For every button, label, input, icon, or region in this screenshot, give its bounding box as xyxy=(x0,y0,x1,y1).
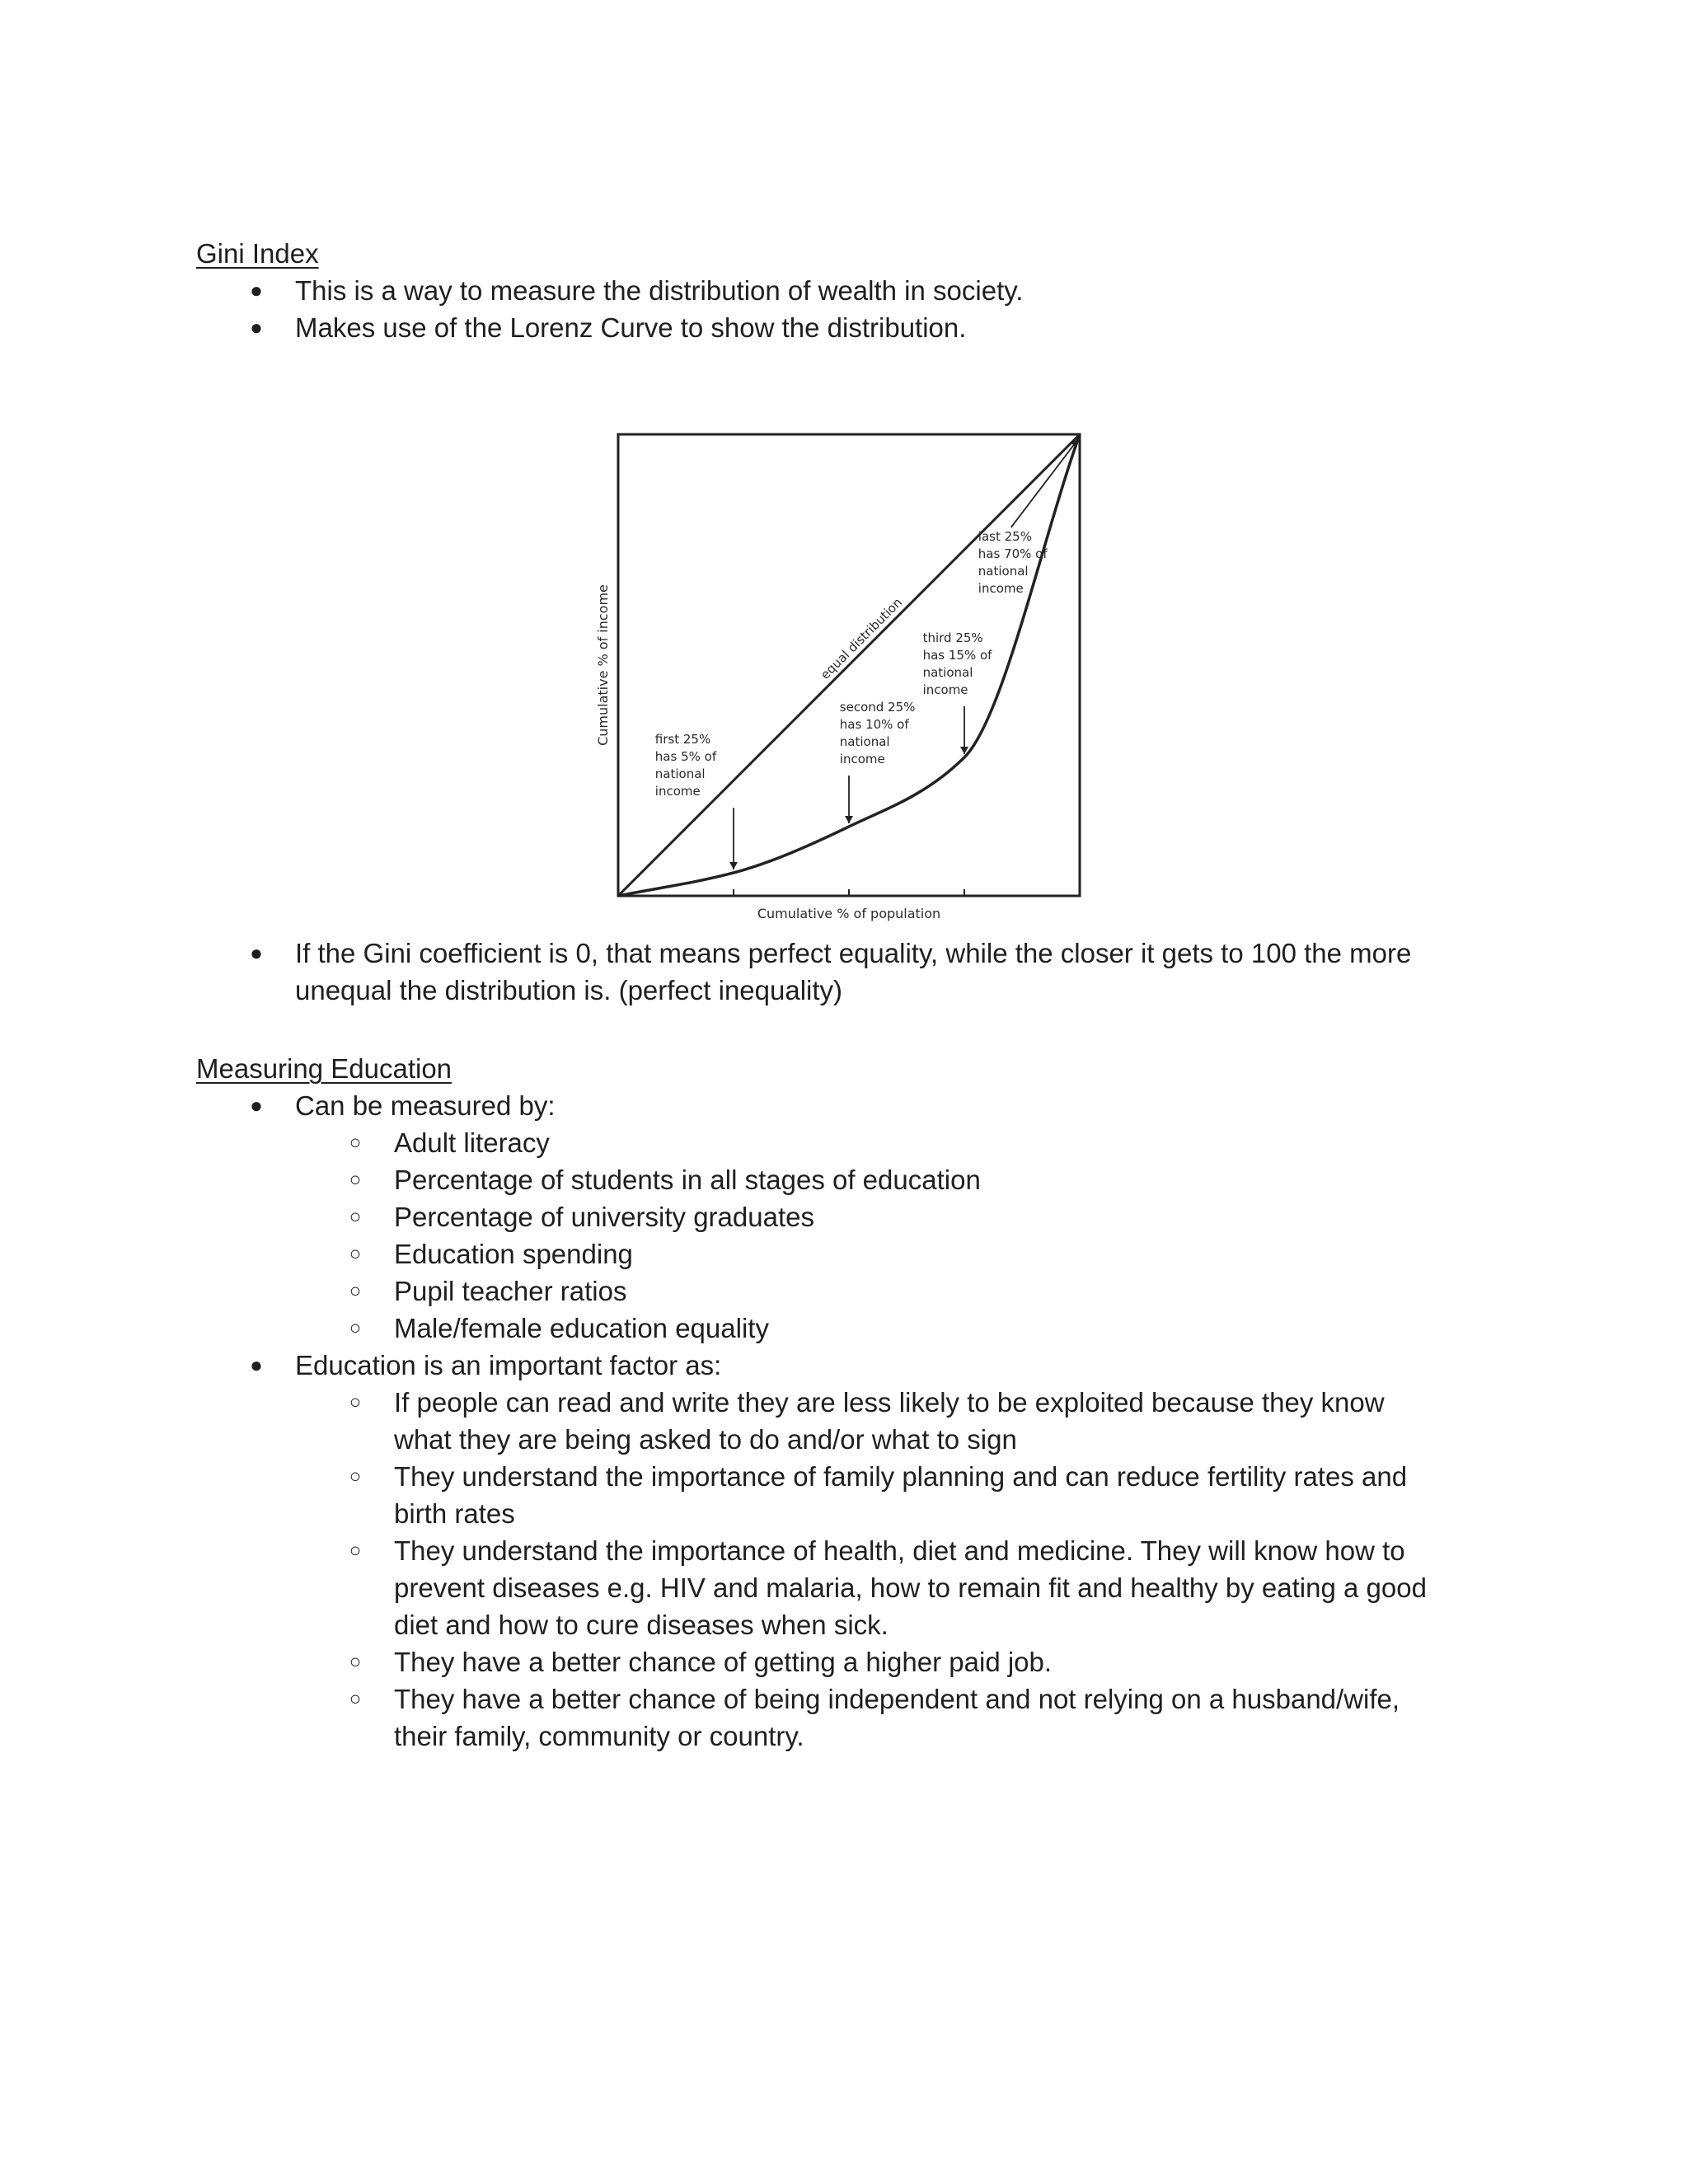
factor-line: They understand the importance of family planning and can reduce fertility rates and xyxy=(394,1461,1408,1492)
annotation-arrow xyxy=(1011,439,1078,527)
annotation-text: last 25% xyxy=(978,528,1032,544)
measured-intro: Can be measured by: xyxy=(295,1090,556,1121)
factor-line: diet and how to cure diseases when sick. xyxy=(394,1610,889,1640)
annotation-text: income xyxy=(654,784,701,799)
annotation-2 xyxy=(840,700,916,823)
annotation-text: national xyxy=(654,766,706,782)
annotation-text: has 5% of xyxy=(654,749,717,765)
factor-line: what they are being asked to do and/or what to sign xyxy=(394,1424,1017,1455)
sub-bullet-icon: ○ xyxy=(349,1317,362,1339)
gini-bullet-2: Makes use of the Lorenz Curve to show the distribution. xyxy=(295,312,967,343)
factor-line: They have a better chance of getting a higher paid job. xyxy=(394,1647,1053,1677)
sub-bullet-icon: ○ xyxy=(349,1132,362,1154)
gini-coefficient-line-2: unequal the distribution is. (perfect inequality) xyxy=(295,975,843,1005)
factor-line: prevent diseases e.g. HIV and malaria, how to remain fit and healthy by eating a good xyxy=(394,1572,1427,1603)
sub-bullet-icon: ○ xyxy=(349,1243,362,1265)
measure-item: Education spending xyxy=(394,1239,633,1269)
factor-line: their family, community or country. xyxy=(394,1721,804,1751)
factor-intro: Education is an important factor as: xyxy=(295,1350,722,1380)
annotation-text: first 25% xyxy=(654,732,711,748)
arrowhead-icon xyxy=(729,862,738,869)
measure-item: Percentage of students in all stages of education xyxy=(394,1165,981,1195)
factor-line: They have a better chance of being independent and not relying on a husband/wife, xyxy=(394,1684,1400,1714)
x-axis-label: Cumulative % of population xyxy=(757,906,941,921)
annotation-4 xyxy=(978,439,1078,596)
measure-item: Percentage of university graduates xyxy=(394,1202,814,1232)
factor-line: birth rates xyxy=(394,1498,515,1529)
sub-bullet-icon: ○ xyxy=(349,1391,362,1413)
gini-bullet-1: This is a way to measure the distribution of wealth in society. xyxy=(295,275,1024,306)
lorenz-curve-chart xyxy=(581,412,1109,923)
annotation-text: national xyxy=(922,665,973,680)
measure-item: Male/female education equality xyxy=(394,1313,769,1343)
sub-bullet-icon: ○ xyxy=(349,1540,362,1562)
gini-heading: Gini Index xyxy=(196,238,319,269)
annotation-text: national xyxy=(839,734,890,749)
annotation-text: has 15% of xyxy=(922,648,992,663)
factor-line: They understand the importance of health, diet and medicine. They will know how to xyxy=(394,1535,1405,1566)
annotation-text: third 25% xyxy=(922,630,983,645)
sub-bullet-icon: ○ xyxy=(349,1206,362,1228)
sub-bullet-icon: ○ xyxy=(349,1465,362,1488)
equal-distribution-label: equal distribution xyxy=(818,594,906,682)
bullet-icon: ● xyxy=(250,278,263,302)
sub-bullet-icon: ○ xyxy=(349,1651,362,1673)
education-heading: Measuring Education xyxy=(196,1053,452,1084)
bullet-icon: ● xyxy=(250,1352,263,1377)
arrowhead-icon xyxy=(845,816,853,823)
annotation-text: has 70% of xyxy=(978,546,1048,561)
measure-item: Adult literacy xyxy=(394,1127,550,1158)
sub-bullet-icon: ○ xyxy=(349,1688,362,1710)
bullet-icon: ● xyxy=(250,315,263,340)
sub-bullet-icon: ○ xyxy=(349,1280,362,1302)
annotation-text: has 10% of xyxy=(839,717,909,732)
annotation-text: income xyxy=(978,580,1024,596)
y-axis-label: Cumulative % of income xyxy=(595,584,611,746)
factor-line: If people can read and write they are less likely to be exploited because they know xyxy=(394,1387,1385,1418)
annotation-text: second 25% xyxy=(839,700,916,715)
bullet-icon: ● xyxy=(250,1093,263,1118)
annotation-text: income xyxy=(922,682,968,697)
annotation-text: national xyxy=(978,563,1029,579)
bullet-icon: ● xyxy=(250,940,263,965)
annotation-1 xyxy=(655,732,738,869)
gini-coefficient-line-1: If the Gini coefficient is 0, that means perfect equality, while the closer it gets to 100 the more xyxy=(295,938,1412,968)
sub-bullet-icon: ○ xyxy=(349,1169,362,1191)
measure-item: Pupil teacher ratios xyxy=(394,1276,627,1306)
annotation-3 xyxy=(923,630,993,754)
annotation-text: income xyxy=(839,752,885,766)
